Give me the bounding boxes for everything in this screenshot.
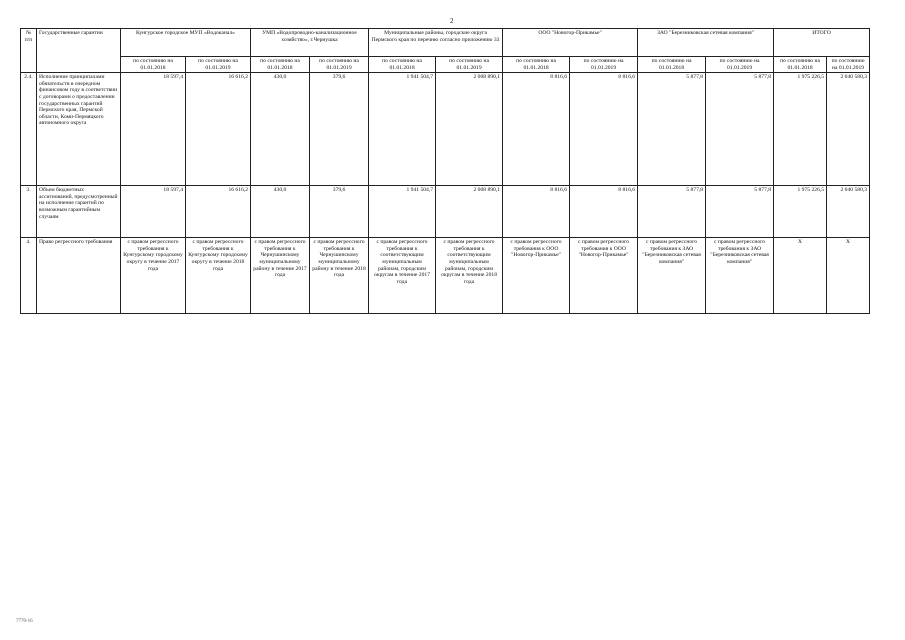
value-cell: 5 877,8: [638, 73, 706, 186]
value-cell: 18 597,4: [121, 73, 186, 186]
value-cell: X: [827, 238, 870, 314]
subheader-row: [21, 57, 870, 73]
value-cell: 8 816,6: [570, 73, 638, 186]
guarantees-table: [20, 28, 870, 314]
subheader-2019: по состоянию на 01.01.2019: [706, 57, 774, 73]
value-cell: X: [774, 238, 827, 314]
value-cell: с правом регрессного требования к соответствующим муниципальным районам, городским округам в течение 2018 года: [436, 238, 503, 314]
value-cell: 2 008 890,1: [436, 186, 503, 238]
value-cell: с правом регрессного требования к ООО "Новогор-Прикамье": [503, 238, 570, 314]
value-cell: 430,0: [251, 73, 310, 186]
header-group-kungur: Кунгурское городское МУП «Водоканал»: [121, 29, 251, 57]
subheader-2018: по состоянию на 01.01.2018: [503, 57, 570, 73]
row-label: Право регрессного требования: [37, 238, 121, 314]
value-cell: 1 941 504,7: [369, 186, 436, 238]
value-cell: 18 597,4: [121, 186, 186, 238]
value-cell: 430,0: [251, 186, 310, 238]
table-row: [21, 186, 870, 238]
row-num: 3.: [21, 186, 37, 238]
value-cell: с правом регрессного требования к Кунгурскому городскому округу в течение 2017 года: [121, 238, 186, 314]
value-cell: с правом регрессного требования к соответствующим муниципальным районам, городским округам в течение 2017 года: [369, 238, 436, 314]
footer-code: 7770-16: [16, 619, 33, 624]
value-cell: 1 975 226,5: [774, 186, 827, 238]
value-cell: 379,6: [310, 73, 369, 186]
value-cell: с правом регрессного требования к ЗАО "Березниковская сетевая компания": [638, 238, 706, 314]
header-group-total: ИТОГО: [774, 29, 870, 57]
subheader-2019: по состоянию на 01.01.2019: [827, 57, 870, 73]
value-cell: 2 040 580,3: [827, 73, 870, 186]
header-group-novogor: ООО "Новогор-Прикамье": [503, 29, 638, 57]
subheader-2019: по состоянию на 01.01.2019: [570, 57, 638, 73]
subheader-2018: по состоянию на 01.01.2018: [369, 57, 436, 73]
value-cell: с правом регрессного требования к Кунгурскому городскому округу в течение 2018 года: [186, 238, 251, 314]
value-cell: 8 816,6: [570, 186, 638, 238]
value-cell: 379,6: [310, 186, 369, 238]
value-cell: 16 616,2: [186, 186, 251, 238]
header-group-municipal: Муниципальные районы, городские округа Пермского края по перечню согласно приложению 33: [369, 29, 503, 57]
value-cell: 1 941 504,7: [369, 73, 436, 186]
page-number: 2: [450, 17, 454, 25]
value-cell: 2 008 890,1: [436, 73, 503, 186]
value-cell: с правом регрессного требования к ЗАО "Березниковская сетевая компания": [706, 238, 774, 314]
subheader-2018: по состоянию на 01.01.2018: [251, 57, 310, 73]
table-row: [21, 238, 870, 314]
header-num: № п/п: [21, 29, 37, 73]
value-cell: 5 877,8: [706, 186, 774, 238]
header-group-bereznikovskaya: ЗАО "Березниковская сетевая компания": [638, 29, 774, 57]
row-num: 4.: [21, 238, 37, 314]
header-guarantees: Государственные гарантии: [37, 29, 121, 73]
table-row: [21, 73, 870, 186]
subheader-2019: по состоянию на 01.01.2019: [186, 57, 251, 73]
subheader-2018: по состоянию на 01.01.2018: [121, 57, 186, 73]
value-cell: с правом регрессного требования к Чернушинскому муниципальному району в течение 2018 года: [310, 238, 369, 314]
value-cell: 8 816,6: [503, 186, 570, 238]
value-cell: 16 616,2: [186, 73, 251, 186]
value-cell: с правом регрессного требования к ООО "Новогор-Прикамье": [570, 238, 638, 314]
value-cell: 2 040 580,3: [827, 186, 870, 238]
row-label: Исполнение принципалами обязательств в очередном финансовом году в соответствии с договорами о предоставлении государственных гарантий Пермского края, Пермской области, Коми-Пермяцкого автономного округа: [37, 73, 121, 186]
value-cell: 8 816,6: [503, 73, 570, 186]
header-row: [21, 29, 870, 57]
value-cell: 5 877,8: [638, 186, 706, 238]
value-cell: с правом регрессного требования к Чернушинскому муниципальному району в течение 2017 года: [251, 238, 310, 314]
subheader-2018: по состоянию на 01.01.2018: [774, 57, 827, 73]
row-num: 2.4.: [21, 73, 37, 186]
value-cell: 1 975 226,5: [774, 73, 827, 186]
subheader-2019: по состоянию на 01.01.2019: [310, 57, 369, 73]
row-label: Объем бюджетных ассигнований, предусмотренный на исполнение гарантий по возможным гарантийным случаям: [37, 186, 121, 238]
subheader-2018: по состоянию на 01.01.2018: [638, 57, 706, 73]
header-group-chernushka: УМП «Водопроводно-канализационное хозяйство», г.Чернушка: [251, 29, 369, 57]
subheader-2019: по состоянию на 01.01.2019: [436, 57, 503, 73]
value-cell: 5 877,8: [706, 73, 774, 186]
